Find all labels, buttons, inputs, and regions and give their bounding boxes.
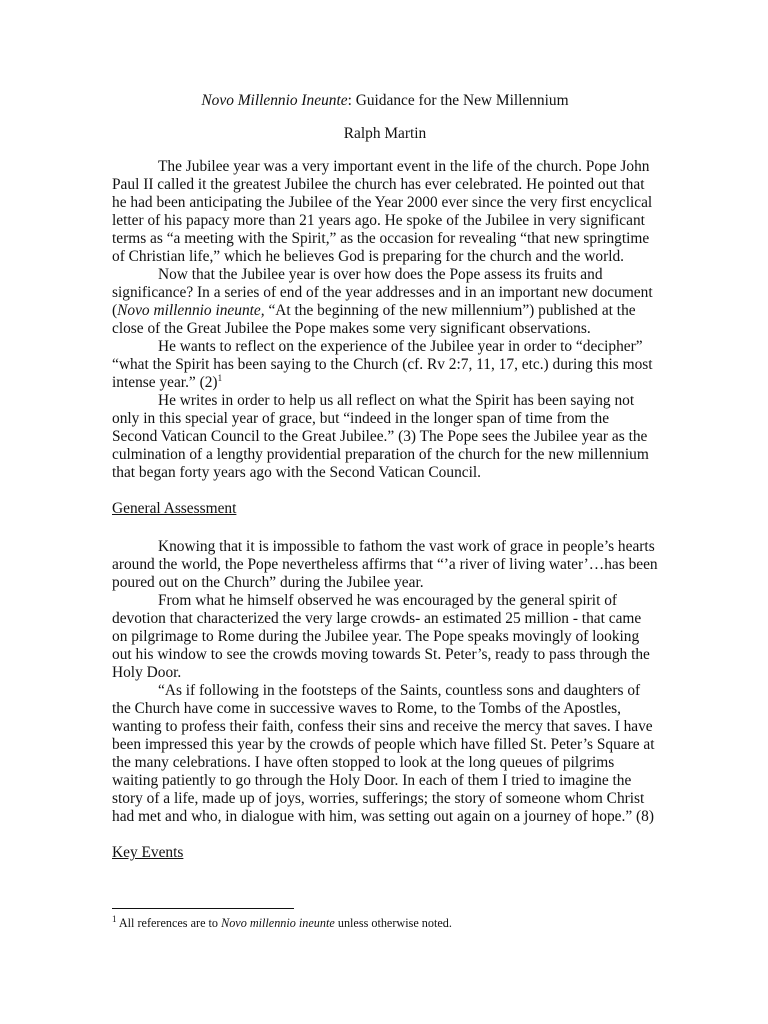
assessment-paragraph-3: “As if following in the footsteps of the Saints, countless sons and daughters of the Church have come in successive waves to Rome, to the Tombs of the Apostles, wanting to profess their faith, confess their sins and receive the mercy that saves. I have been impressed this year by the crowds of people which have filled St. Peter’s Square at the many celebrations. I have often stopped to look at the long queues of pilgrims waiting patiently to go through the Holy Door. In each of them I tried to imagine the story of a life, made up of joys, worries, sufferings; the story of someone whom Christ had met and who, in dialogue with him, was setting out again on a journey of hope.” (8): [112, 682, 655, 825]
footnote-reference[interactable]: 1: [217, 372, 223, 383]
document-page: [112, 92, 658, 862]
intro-p3-text: He wants to reflect on the experience of the Jubilee year in order to “decipher” “what the Spirit has been saying to the Church (cf. Rv 2:7, 11, 17, etc.) during this most intense year.” (2): [112, 338, 653, 391]
intro-paragraph-2: [112, 266, 658, 338]
footnote-text-b: unless otherwise noted.: [334, 916, 452, 930]
title-italic: Novo Millennio Ineunte: [201, 92, 348, 109]
intro-paragraph-4: He writes in order to help us all reflect on what the Spirit has been saying not only in this special year of grace, but “indeed in the longer span of time from the Second Vatican Council to the Great Jubilee.” (3) The Pope sees the Jubilee year as the culmination of a lengthy providential preparation of the church for the new millennium that began forty years ago with the Second Vatican Council.: [112, 392, 649, 481]
assessment-paragraph-1: Knowing that it is impossible to fathom the vast work of grace in people’s hearts around the world, the Pope nevertheless affirms that “’a river of living water’…has been poured out on the Church” during the Jubilee year.: [112, 538, 658, 591]
document-title: [112, 92, 658, 110]
intro-p2-part-b: “At the beginning of the new millennium”) published at the close of the Great Jubilee the Pope makes some very significant observations.: [112, 302, 636, 337]
assessment-paragraph-2: From what he himself observed he was encouraged by the general spirit of devotion that characterized the very large crowds- an estimated 25 million - that came on pilgrimage to Rome during the Jubilee year. The Pope speaks movingly of looking out his window to see the crowds moving towards St. Peter’s, ready to pass through the Holy Door.: [112, 592, 650, 681]
author-name: Ralph Martin: [343, 125, 427, 142]
footnote-text-a: All references are to: [116, 916, 222, 930]
footnote-marker: 1: [112, 913, 117, 924]
title-rest: : Guidance for the New Millennium: [347, 92, 569, 109]
section-heading-key-events: Key Events: [112, 844, 184, 861]
footnote-divider: [112, 908, 294, 909]
section-heading-general-assessment: General Assessment: [112, 500, 237, 517]
footnote: [112, 913, 658, 931]
intro-paragraph-1: The Jubilee year was a very important event in the life of the church. Pope John Paul II called it the greatest Jubilee the church has ever celebrated. He pointed out that he had been anticipating the Jubilee of the Year 2000 ever since the very first encyclical letter of his papacy more than 21 years ago. He spoke of the Jubilee in very significant terms as “a meeting with the Spirit,” as the occasion for revealing “that new springtime of Christian life,” which he believes God is preparing for the church and the world.: [112, 158, 653, 265]
intro-p2-italic: Novo millennio ineunte,: [117, 302, 265, 319]
intro-paragraph-3: [112, 338, 658, 392]
intro-p2-part-a: Now that the Jubilee year is over how does the Pope assess its fruits and significance? In a series of end of the year addresses and in an important new document (: [112, 266, 653, 319]
footnote-italic: Novo millennio ineunte: [221, 916, 335, 930]
